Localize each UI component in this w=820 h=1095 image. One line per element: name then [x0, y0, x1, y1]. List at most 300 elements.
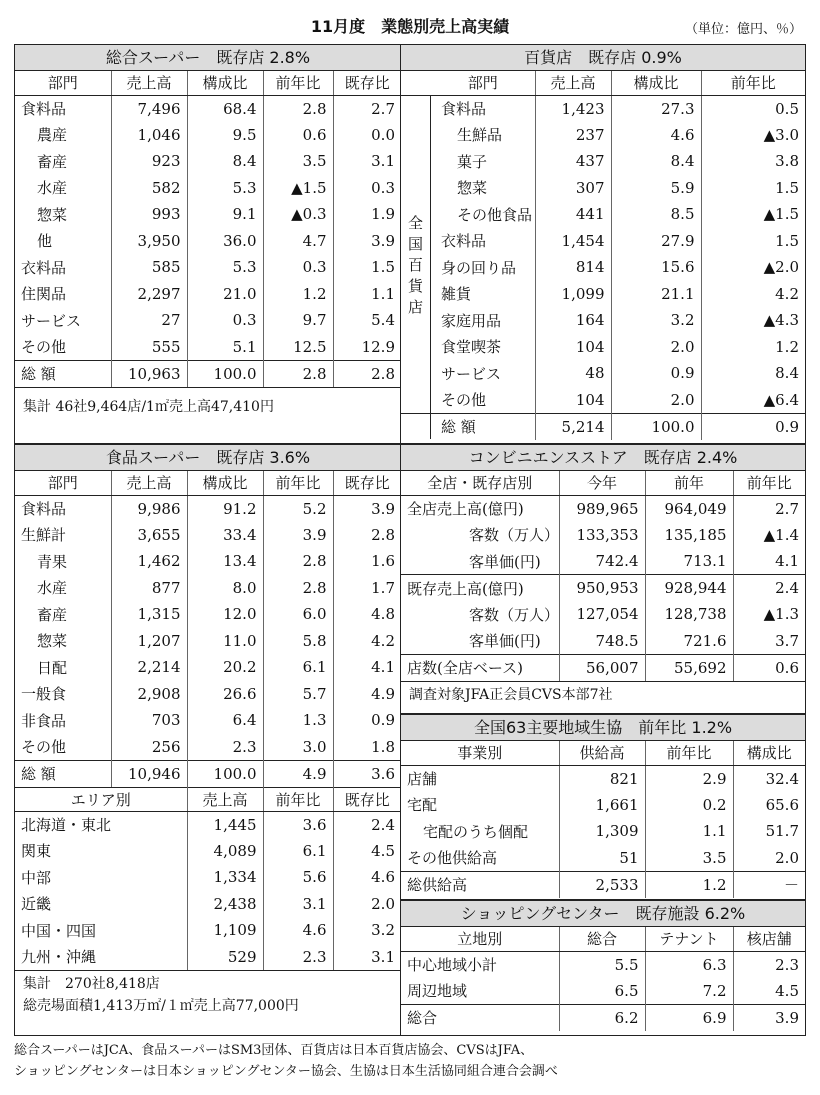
- cell-sales: 307: [535, 175, 611, 202]
- cell-yoy: 1.2: [263, 281, 333, 308]
- cell-total: 6.2: [559, 1004, 645, 1031]
- column-header: 既存比: [333, 471, 401, 495]
- sm-note-1: 集計 270社8,418店: [23, 976, 160, 992]
- column-header: 総合: [559, 927, 645, 951]
- table-row: [401, 628, 805, 655]
- column-header: 部門: [15, 71, 111, 95]
- row-label: サービス: [441, 364, 502, 383]
- cell-existing: 2.0: [333, 891, 401, 918]
- cell-share: 0.3: [187, 307, 263, 334]
- row-label: 非食品: [21, 711, 67, 730]
- gms-header: 総合スーパー 既存店 2.8%: [15, 45, 401, 71]
- dept-panel: [400, 44, 806, 444]
- cell-existing: 1.5: [333, 254, 401, 281]
- cell-yoy: 2.8: [263, 575, 333, 602]
- row-label: 総合: [401, 1004, 559, 1031]
- sc-table: [401, 927, 805, 1031]
- table-row: [401, 1004, 805, 1031]
- cell-existing: 3.9: [333, 228, 401, 255]
- cell-existing: 4.2: [333, 628, 401, 655]
- table-row: [401, 254, 805, 281]
- cell-sales: 1,462: [111, 548, 187, 575]
- table-row: [15, 575, 401, 602]
- cell-total: 5.5: [559, 951, 645, 978]
- cell-share: 8.4: [611, 148, 701, 175]
- cell-cur: 56,007: [559, 654, 645, 681]
- cell-existing: 12.9: [333, 334, 401, 361]
- cell-existing: 4.1: [333, 654, 401, 681]
- cell-existing: 3.2: [333, 917, 401, 944]
- column-header: 前年比: [263, 787, 333, 811]
- cell-prev: 721.6: [645, 628, 733, 655]
- cell-yoy: ▲1.5: [263, 175, 333, 202]
- total-share: 100.0: [187, 360, 263, 387]
- row-label: 青果: [37, 552, 68, 571]
- cell-anchor: 2.3: [733, 951, 805, 978]
- row-label: その他食品: [457, 205, 533, 224]
- cvs-table: [401, 471, 805, 681]
- sm-header: 食品スーパー 既存店 3.6%: [15, 445, 401, 471]
- cell-yoy: 3.1: [263, 891, 333, 918]
- footnote-line-1: 総合スーパーはJCA、食品スーパーはSM3団体、百貨店は日本百貨店協会、CVSはJFA、: [14, 1043, 534, 1058]
- cell-yoy: 9.7: [263, 307, 333, 334]
- total-yoy: 4.9: [263, 760, 333, 787]
- row-label: 近畿: [21, 895, 52, 914]
- cell-prev: 964,049: [645, 495, 733, 522]
- coop-panel: [400, 714, 806, 900]
- cell-yoy: 2.8: [263, 548, 333, 575]
- cell-existing: 2.7: [333, 95, 401, 122]
- cell-share: 20.2: [187, 654, 263, 681]
- table-row: [401, 228, 805, 255]
- cell-yoy: 6.0: [263, 601, 333, 628]
- row-label: 客単価(円): [469, 552, 541, 571]
- row-label: 中国・四国: [21, 921, 97, 940]
- table-row: [15, 228, 401, 255]
- total-label: 総 額: [15, 360, 111, 387]
- cell-sales: 4,089: [187, 838, 263, 865]
- cell-yoy: ▲1.3: [733, 601, 805, 628]
- cell-cur: 133,353: [559, 522, 645, 549]
- cell-sales: 2,438: [187, 891, 263, 918]
- cell-existing: 3.1: [333, 944, 401, 971]
- cell-existing: 0.9: [333, 707, 401, 734]
- total-row: [15, 760, 401, 787]
- column-header: 既存比: [333, 787, 401, 811]
- row-label: 食料品: [21, 500, 67, 518]
- cell-existing: 1.1: [333, 281, 401, 308]
- table-row: [401, 495, 805, 522]
- cell-yoy: 1.5: [701, 175, 805, 202]
- table-row: [15, 681, 401, 708]
- cell-existing: 3.1: [333, 148, 401, 175]
- cell-yoy: ▲6.4: [701, 387, 805, 414]
- gms-panel: [14, 44, 402, 444]
- cell-sales: 1,099: [535, 281, 611, 308]
- cell-existing: 1.9: [333, 201, 401, 228]
- table-row: [401, 951, 805, 978]
- cell-cur: 748.5: [559, 628, 645, 655]
- dept-table: [401, 71, 805, 440]
- cell-yoy: 0.6: [733, 654, 805, 681]
- table-row: [15, 654, 401, 681]
- cell-yoy: 2.9: [645, 765, 733, 792]
- cell-yoy: 0.6: [263, 122, 333, 149]
- table-row: [401, 201, 805, 228]
- cell-share: 9.5: [187, 122, 263, 149]
- row-label: 水産: [37, 179, 68, 198]
- cell-yoy: ▲4.3: [701, 307, 805, 334]
- table-row: [15, 281, 401, 308]
- cell-sales: 3,950: [111, 228, 187, 255]
- cell-share: 8.4: [187, 148, 263, 175]
- footnote: [14, 1040, 814, 1082]
- row-label: 全店売上高(億円): [407, 500, 524, 518]
- cell-yoy: 4.2: [701, 281, 805, 308]
- cell-yoy: ▲3.0: [701, 122, 805, 149]
- total-yoy: 0.9: [701, 413, 805, 440]
- total-existing: 2.8: [333, 360, 401, 387]
- table-row: [401, 307, 805, 334]
- total-yoy: 2.8: [263, 360, 333, 387]
- column-header: 供給高: [559, 741, 645, 765]
- cell-prev: 55,692: [645, 654, 733, 681]
- cell-supply: 51: [559, 845, 645, 872]
- dept-header: 百貨店 既存店 0.9%: [401, 45, 805, 71]
- column-header: 部門: [401, 71, 535, 95]
- total-label: 総 額: [15, 760, 111, 787]
- table-row: [401, 818, 805, 845]
- cell-sales: 164: [535, 307, 611, 334]
- row-label: 周辺地域: [407, 982, 468, 1000]
- row-label: 中心地域小計: [407, 956, 498, 974]
- table-row: [15, 628, 401, 655]
- table-row: [401, 281, 805, 308]
- cell-share: 36.0: [187, 228, 263, 255]
- cell-yoy: 2.8: [263, 95, 333, 122]
- cell-sales: 48: [535, 360, 611, 387]
- cvs-header: コンビニエンスストア 既存店 2.4%: [401, 445, 805, 471]
- cell-share: 13.4: [187, 548, 263, 575]
- total-share: 100.0: [187, 760, 263, 787]
- table-row: [401, 360, 805, 387]
- cell-supply: 1,309: [559, 818, 645, 845]
- row-label: 畜産: [37, 605, 68, 624]
- row-label: 食料品: [21, 100, 67, 118]
- cell-sales: 923: [111, 148, 187, 175]
- cell-share: 5.1: [187, 334, 263, 361]
- cell-share: 2.0: [611, 334, 701, 361]
- cell-yoy: 3.9: [263, 522, 333, 549]
- cell-tenant: 6.3: [645, 951, 733, 978]
- column-header: 前年比: [733, 471, 805, 495]
- cell-yoy: 4.7: [263, 228, 333, 255]
- area-row: [15, 838, 401, 865]
- cell-existing: 4.6: [333, 864, 401, 891]
- cell-yoy: 8.4: [701, 360, 805, 387]
- row-label: 店数(全店ベース): [401, 654, 559, 681]
- title-row: [0, 10, 820, 40]
- cell-existing: 5.4: [333, 307, 401, 334]
- sc-header: ショッピングセンター 既存施設 6.2%: [401, 901, 805, 927]
- cell-existing: 4.8: [333, 601, 401, 628]
- table-row: [401, 601, 805, 628]
- row-label: 宅配: [407, 796, 438, 815]
- column-header: 構成比: [611, 71, 701, 95]
- table-row: [401, 122, 805, 149]
- table-row: [401, 765, 805, 792]
- row-label: 惣菜: [37, 632, 68, 651]
- cell-prev: 128,738: [645, 601, 733, 628]
- column-header: 売上高: [111, 71, 187, 95]
- cell-yoy: 5.2: [263, 495, 333, 522]
- row-label: 食料品: [441, 100, 487, 118]
- cell-yoy: 5.7: [263, 681, 333, 708]
- row-label: その他供給高: [407, 849, 498, 867]
- cell-yoy: 0.2: [645, 792, 733, 819]
- column-header: 構成比: [733, 741, 805, 765]
- cell-sales: 441: [535, 201, 611, 228]
- cell-yoy: ▲1.5: [701, 201, 805, 228]
- row-label: 既存売上高(億円): [401, 575, 559, 602]
- row-label: 雑貨: [441, 285, 472, 304]
- cell-yoy: 12.5: [263, 334, 333, 361]
- cell-sales: 104: [535, 387, 611, 414]
- column-header: 事業別: [401, 741, 559, 765]
- table-row: [15, 734, 401, 761]
- cell-yoy: 1.2: [701, 334, 805, 361]
- row-label: 菓子: [457, 152, 488, 171]
- cell-existing: 3.9: [333, 495, 401, 522]
- table-row: [401, 845, 805, 872]
- column-header: 構成比: [187, 71, 263, 95]
- cell-cur: 742.4: [559, 548, 645, 575]
- cell-share: 21.1: [611, 281, 701, 308]
- column-header: 今年: [559, 471, 645, 495]
- cell-share: 68.4: [187, 95, 263, 122]
- cell-yoy: 5.8: [263, 628, 333, 655]
- cell-cur: 127,054: [559, 601, 645, 628]
- cell-share: 2.0: [611, 387, 701, 414]
- cell-existing: 1.8: [333, 734, 401, 761]
- total-row: [15, 360, 401, 387]
- cell-yoy: 3.5: [645, 845, 733, 872]
- column-header: 全店・既存店別: [401, 471, 559, 495]
- cell-yoy: 1.1: [645, 818, 733, 845]
- table-row: [15, 148, 401, 175]
- area-row: [15, 944, 401, 971]
- table-row: [15, 175, 401, 202]
- row-label: 他: [37, 232, 53, 251]
- cell-share: 26.6: [187, 681, 263, 708]
- row-label: その他: [21, 338, 67, 356]
- table-row: [15, 95, 401, 122]
- cell-sales: 9,986: [111, 495, 187, 522]
- cell-yoy: 4.6: [263, 917, 333, 944]
- gms-note: 集計 46社9,464店/1㎡売上高47,410円: [15, 387, 401, 424]
- cell-yoy: 6.1: [263, 838, 333, 865]
- row-label: 客数（万人）: [469, 605, 559, 624]
- cell-yoy: 2.3: [263, 944, 333, 971]
- row-label: 生鮮品: [457, 126, 503, 145]
- row-label: 宅配のうち個配: [423, 822, 529, 841]
- cell-share: 2.0: [733, 845, 805, 872]
- row-label: その他: [21, 738, 67, 756]
- cell-sales: 2,297: [111, 281, 187, 308]
- total-sales: 10,963: [111, 360, 187, 387]
- cell-yoy: 2.4: [733, 575, 805, 602]
- cell-share: 0.9: [611, 360, 701, 387]
- cell-yoy: 0.3: [263, 254, 333, 281]
- cell-sales: 555: [111, 334, 187, 361]
- cell-share: 2.3: [187, 734, 263, 761]
- table-row: [401, 575, 805, 602]
- cell-supply: 821: [559, 765, 645, 792]
- cell-sales: 993: [111, 201, 187, 228]
- table-row: [401, 387, 805, 414]
- cell-share: 32.4: [733, 765, 805, 792]
- cell-prev: 928,944: [645, 575, 733, 602]
- cell-sales: 585: [111, 254, 187, 281]
- cell-tenant: 7.2: [645, 978, 733, 1005]
- row-label: 一般食: [21, 685, 67, 704]
- cell-sales: 104: [535, 334, 611, 361]
- cell-yoy: 5.6: [263, 864, 333, 891]
- row-label: 店舗: [407, 770, 438, 788]
- row-label: 生鮮計: [21, 526, 67, 545]
- cell-sales: 1,445: [187, 811, 263, 838]
- column-header: 売上高: [187, 787, 263, 811]
- cell-sales: 256: [111, 734, 187, 761]
- cell-yoy: 1.5: [701, 228, 805, 255]
- table-row: [15, 707, 401, 734]
- row-label: 中部: [21, 868, 52, 887]
- table-row: [401, 978, 805, 1005]
- row-label: 惣菜: [457, 179, 488, 198]
- area-row: [15, 811, 401, 838]
- row-label: サービス: [21, 311, 82, 330]
- cell-sales: 1,423: [535, 95, 611, 122]
- row-label: 九州・沖縄: [21, 948, 97, 967]
- table-row: [401, 792, 805, 819]
- sc-panel: [400, 900, 806, 1036]
- cell-share: 6.4: [187, 707, 263, 734]
- cell-existing: 4.5: [333, 838, 401, 865]
- row-label: 客単価(円): [469, 632, 541, 650]
- cell-sales: 1,315: [111, 601, 187, 628]
- cvs-note: 調査対象JFA正会員CVS本部7社: [401, 681, 805, 708]
- table-row: [15, 122, 401, 149]
- table-row: [401, 175, 805, 202]
- cell-share: 15.6: [611, 254, 701, 281]
- cell-share: 27.9: [611, 228, 701, 255]
- cell-share: 9.1: [187, 201, 263, 228]
- table-row: [401, 522, 805, 549]
- table-row: [401, 148, 805, 175]
- column-header: 売上高: [111, 471, 187, 495]
- cell-supply: 1,661: [559, 792, 645, 819]
- cell-sales: 703: [111, 707, 187, 734]
- cell-existing: 1.7: [333, 575, 401, 602]
- cell-share: 65.6: [733, 792, 805, 819]
- total-share: 100.0: [611, 413, 701, 440]
- cell-sales: 3,655: [111, 522, 187, 549]
- cell-sales: 529: [187, 944, 263, 971]
- column-header: 売上高: [535, 71, 611, 95]
- cell-share: 33.4: [187, 522, 263, 549]
- cell-share: 5.9: [611, 175, 701, 202]
- cell-share: 3.2: [611, 307, 701, 334]
- cell-sales: 1,207: [111, 628, 187, 655]
- cell-share: －: [733, 871, 805, 898]
- row-label: 身の回り品: [441, 258, 517, 277]
- cell-sales: 2,908: [111, 681, 187, 708]
- gms-table: [15, 71, 401, 387]
- cell-yoy: 4.1: [733, 548, 805, 575]
- row-label: 衣料品: [441, 232, 487, 251]
- cell-yoy: 3.7: [733, 628, 805, 655]
- sm-note-2: 総売場面積1,413万㎡/１㎡売上高77,000円: [23, 998, 299, 1014]
- table-row: [15, 334, 401, 361]
- column-header: 既存比: [333, 71, 401, 95]
- table-row: [401, 871, 805, 898]
- sm-area-table: [15, 787, 401, 971]
- table-row: [401, 654, 805, 681]
- cell-sales: 7,496: [111, 95, 187, 122]
- cell-yoy: 3.6: [263, 811, 333, 838]
- row-label: 畜産: [37, 152, 68, 171]
- cell-yoy: 3.0: [263, 734, 333, 761]
- total-sales: 10,946: [111, 760, 187, 787]
- cell-sales: 1,109: [187, 917, 263, 944]
- cell-prev: 713.1: [645, 548, 733, 575]
- cell-existing: 0.3: [333, 175, 401, 202]
- cell-cur: 989,965: [559, 495, 645, 522]
- cell-share: 12.0: [187, 601, 263, 628]
- cell-sales: 1,454: [535, 228, 611, 255]
- cell-share: 21.0: [187, 281, 263, 308]
- cell-share: 91.2: [187, 495, 263, 522]
- cell-share: 5.3: [187, 175, 263, 202]
- row-label: 家庭用品: [441, 311, 502, 330]
- row-label: 水産: [37, 579, 68, 598]
- cell-yoy: 3.5: [263, 148, 333, 175]
- page-title: 11月度 業態別売上高実績: [310, 17, 510, 36]
- cell-yoy: 6.1: [263, 654, 333, 681]
- cell-existing: 0.0: [333, 122, 401, 149]
- table-row: [15, 201, 401, 228]
- table-row: [401, 334, 805, 361]
- row-label: その他: [441, 391, 487, 409]
- row-label: 総供給高: [401, 871, 559, 898]
- cell-sales: 877: [111, 575, 187, 602]
- column-header: 立地別: [401, 927, 559, 951]
- column-header: 前年比: [701, 71, 805, 95]
- cell-sales: 814: [535, 254, 611, 281]
- cell-share: 4.6: [611, 122, 701, 149]
- area-row: [15, 917, 401, 944]
- sm-notes: [15, 970, 401, 1023]
- table-row: [15, 495, 401, 522]
- table-row: [15, 522, 401, 549]
- cell-sales: 437: [535, 148, 611, 175]
- cell-share: 8.5: [611, 201, 701, 228]
- cell-sales: 1,046: [111, 122, 187, 149]
- row-label: 住関品: [21, 285, 67, 304]
- table-row: [15, 601, 401, 628]
- cell-share: 8.0: [187, 575, 263, 602]
- footnote-line-2: ショッピングセンターは日本ショッピングセンター協会、生協は日本生活協同組合連合会調べ: [14, 1064, 558, 1079]
